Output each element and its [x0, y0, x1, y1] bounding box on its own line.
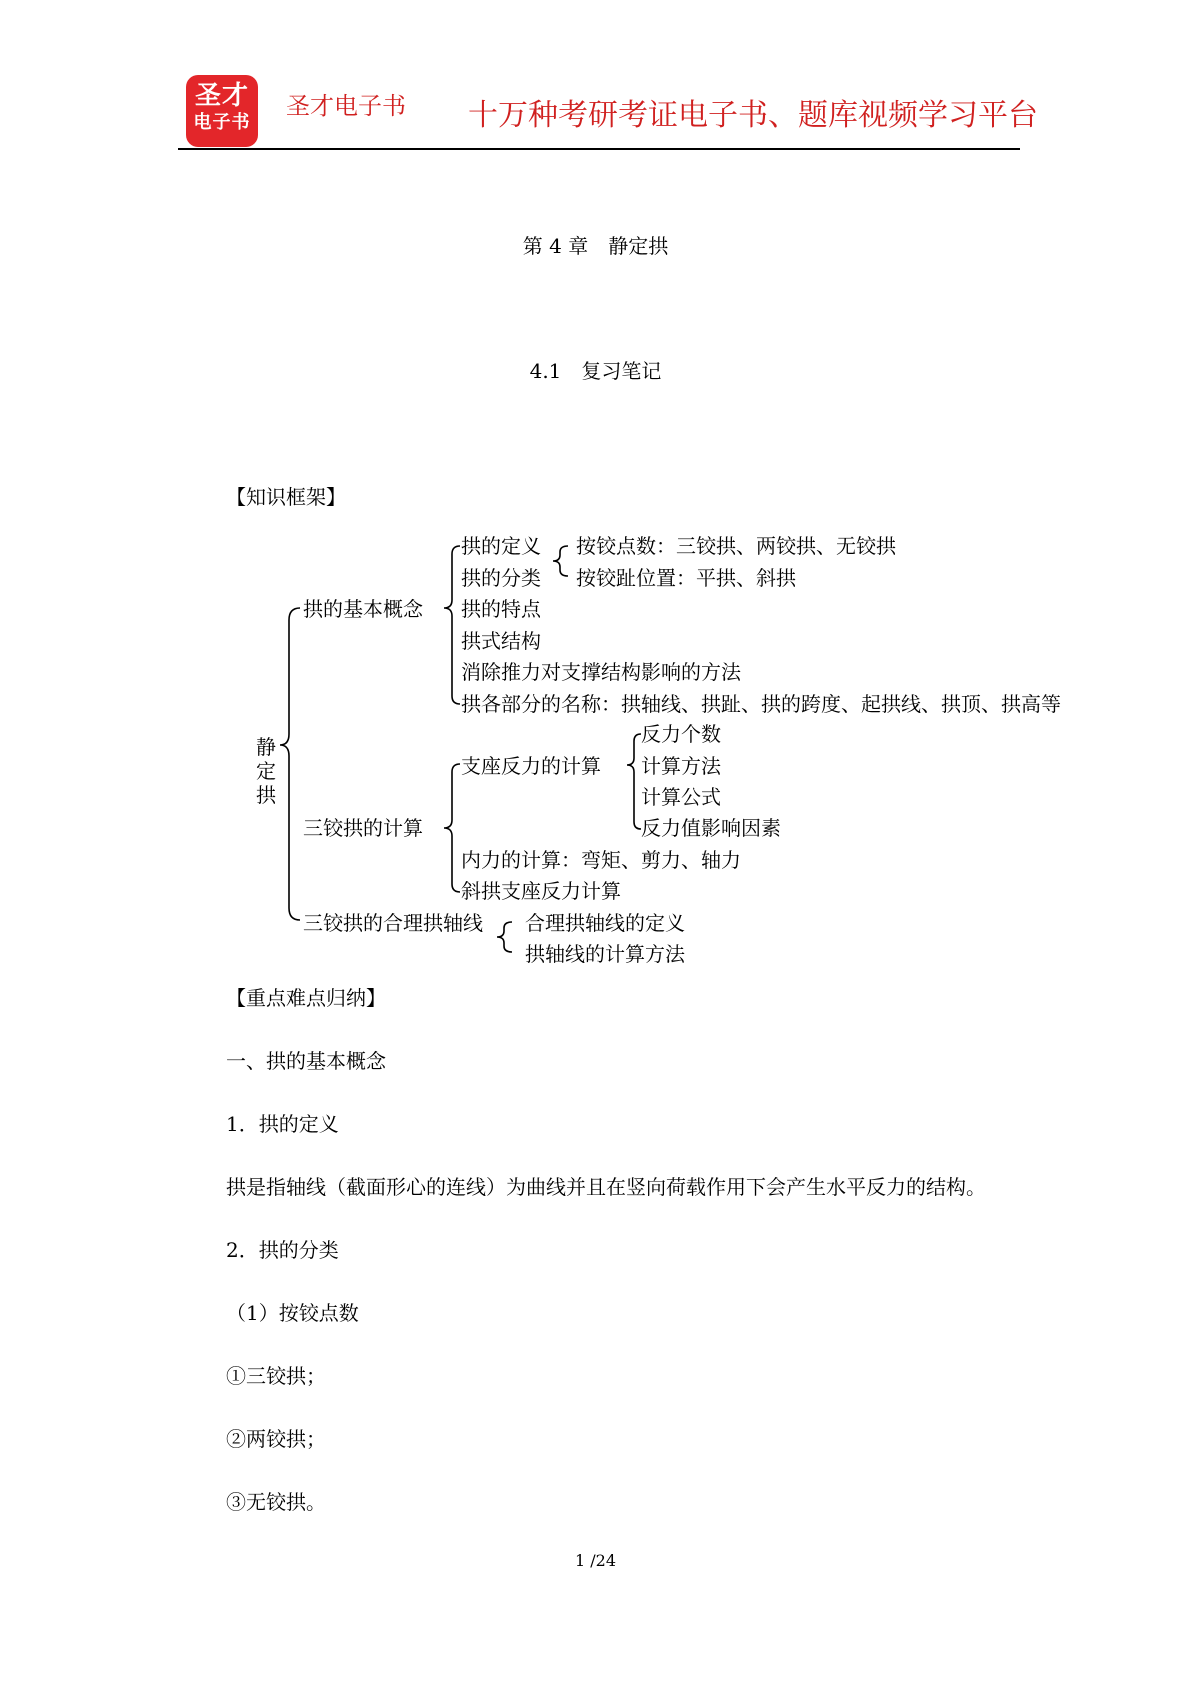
framework-heading: 【知识框架】	[226, 485, 346, 509]
branch-item: 拱的定义	[461, 534, 541, 558]
keypoints-heading: 【重点难点归纳】	[226, 986, 386, 1010]
sub-item: 拱轴线的计算方法	[525, 942, 685, 966]
logo-line1: 圣才	[194, 81, 249, 111]
sub-item: 计算公式	[641, 785, 721, 809]
list-item: ②两铰拱；	[226, 1427, 326, 1451]
subsection-heading: 2．拱的分类	[226, 1238, 339, 1262]
section-heading: 一、拱的基本概念	[226, 1049, 386, 1073]
framework-root-char: 静	[256, 735, 276, 759]
branch-item: 拱式结构	[461, 629, 541, 653]
branch-item: 斜拱支座反力计算	[461, 879, 621, 903]
section-title: 4.1 复习笔记	[529, 359, 662, 383]
framework-root-char: 拱	[256, 783, 276, 807]
b2-brace	[444, 764, 460, 892]
paragraph: 拱是指轴线（截面形心的连线）为曲线并且在竖向荷载作用下会产生水平反力的结构。	[226, 1175, 986, 1199]
page-number: 1 /24	[574, 1551, 616, 1570]
root-brace	[280, 608, 300, 920]
sub-item: 合理拱轴线的定义	[525, 911, 685, 935]
sub-item: 反力个数	[641, 722, 721, 746]
sub-item: 反力值影响因素	[641, 816, 781, 840]
b2-sub-brace	[627, 734, 641, 829]
branch-label: 三铰拱的合理拱轴线	[303, 911, 483, 935]
list-item: ①三铰拱；	[226, 1364, 326, 1388]
branch-item: 内力的计算：弯矩、剪力、轴力	[461, 848, 741, 872]
branch-item: 拱各部分的名称：拱轴线、拱趾、拱的跨度、起拱线、拱顶、拱高等	[461, 692, 1061, 716]
branch-label: 三铰拱的计算	[303, 816, 423, 840]
header-slogan: 十万种考研考证电子书、题库视频学习平台	[468, 98, 1038, 133]
list-item: ③无铰拱。	[226, 1490, 326, 1514]
chapter-title: 第 4 章 静定拱	[522, 234, 669, 258]
b3-sub-brace	[497, 922, 512, 952]
sub-item: 按铰点数：三铰拱、两铰拱、无铰拱	[576, 534, 896, 558]
sub-item: 计算方法	[641, 754, 721, 778]
branch-item: 消除推力对支撑结构影响的方法	[461, 660, 741, 684]
b1-brace	[444, 546, 460, 704]
sub-item: 按铰趾位置：平拱、斜拱	[576, 566, 796, 590]
subsection-heading: 1．拱的定义	[226, 1112, 339, 1136]
framework-root-char: 定	[256, 759, 276, 783]
sub-subsection-heading: （1）按铰点数	[226, 1301, 359, 1325]
brand-name: 圣才电子书	[286, 92, 406, 120]
branch-item: 拱的分类	[461, 566, 541, 590]
branch-item: 支座反力的计算	[461, 754, 601, 778]
branch-label: 拱的基本概念	[303, 597, 423, 621]
branch-item: 拱的特点	[461, 597, 541, 621]
b1-sub-brace	[553, 546, 568, 576]
logo-line2: 电子书	[193, 112, 251, 133]
